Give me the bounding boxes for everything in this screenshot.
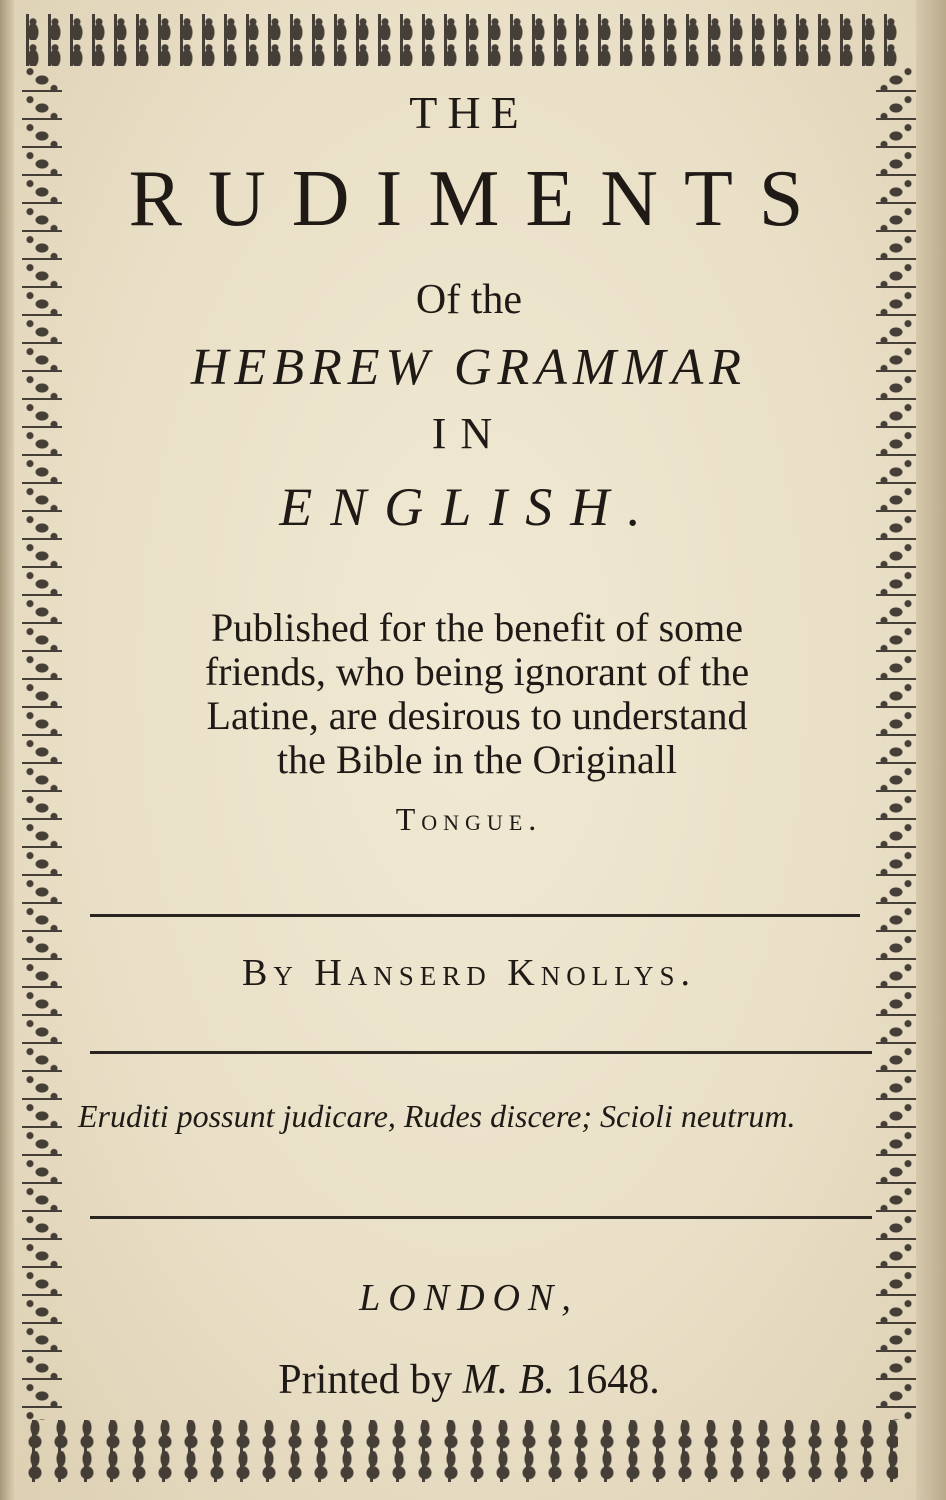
purpose-line-1: Published for the benefit of some [210, 605, 744, 650]
purpose-statement [82, 606, 872, 782]
imprint-prefix: Printed by [278, 1357, 453, 1403]
of-the-line: Of the [415, 277, 523, 323]
divider-rule-1 [90, 914, 860, 917]
divider-rule-2 [90, 1051, 872, 1054]
printer-initials: M. B. [462, 1357, 555, 1403]
imprint-line [62, 1356, 876, 1404]
main-title: RUDIMENTS [128, 155, 830, 243]
ornamental-border-right [876, 66, 916, 1420]
language-line: ENGLISH. [279, 477, 659, 537]
purpose-line-5: Tongue. [395, 801, 543, 837]
purpose-line-3: Latine, are desirous to understand [206, 693, 748, 738]
title-block [62, 66, 876, 1420]
in-line: IN [431, 409, 507, 458]
imprint-year: 1648. [565, 1357, 660, 1403]
latin-motto: Eruditi possunt judicare, Rudes discere; Scioli neutrum. [78, 1098, 796, 1134]
place-of-publication: LONDON, [359, 1277, 579, 1319]
divider-rule-3 [90, 1216, 872, 1219]
author-line: By Hanserd Knollys. [241, 952, 697, 994]
subject-line: HEBREW GRAMMAR [190, 339, 748, 396]
purpose-line-2: friends, who being ignorant of the [204, 649, 750, 694]
ornamental-border-top [22, 14, 898, 66]
ornamental-border-left [22, 66, 62, 1420]
ornamental-border-bottom [22, 1420, 898, 1482]
purpose-line-4: the Bible in the Originall [277, 737, 677, 782]
heading-the: THE [409, 87, 529, 138]
